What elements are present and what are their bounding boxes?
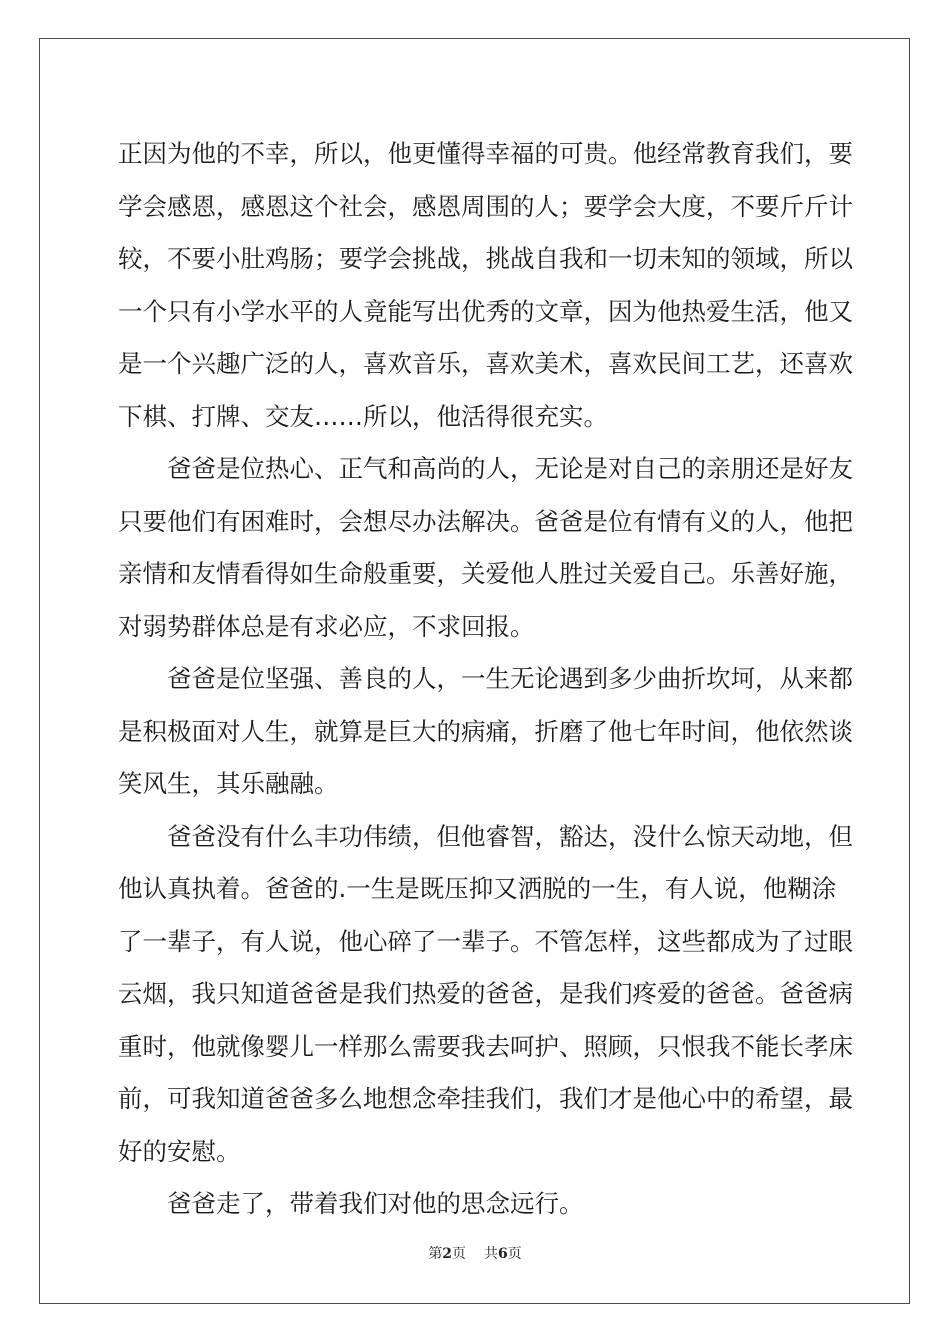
text-line: 下棋、打牌、交友……所以，他活得很充实。 [118,401,608,431]
text-line: 云烟，我只知道爸爸是我们热爱的爸爸，是我们疼爱的爸爸。爸爸病 [118,979,853,1008]
text-line: 只要他们有困难时，会想尽办法解决。爸爸是位有情有义的人，他把 [118,506,853,536]
page-prefix: 第 [428,1246,443,1262]
text-line: 是积极面对人生，就算是巨大的病痛，折磨了他七年时间，他依然谈 [118,716,853,746]
text-line: 对弱势群体总是有求必应，不求回报。 [118,611,535,641]
page-suffix: 页 [452,1246,466,1262]
text-line: 他认真执着。爸爸的.一生是既压抑又洒脱的一生，有人说，他糊涂 [118,874,837,903]
text-line: 正因为他的不幸，所以，他更懂得幸福的可贵。他经常教育我们，要 [118,139,853,168]
text-line: 爸爸没有什么丰功伟绩，但他睿智，豁达，没什么惊天动地，但 [118,821,853,851]
page-footer [0,1243,950,1263]
text-line: 笑风生，其乐融融。 [118,769,339,798]
text-line: 好的安慰。 [118,1136,241,1166]
text-line: 爸爸是位热心、正气和高尚的人，无论是对自己的亲朋还是好友 [118,454,853,483]
text-line: 重时，他就像婴儿一样那么需要我去呵护、照顾，只恨我不能长孝床 [118,1031,853,1061]
text-line: 了一辈子，有人说，他心碎了一辈子。不管怎样，这些都成为了过眼 [118,926,853,956]
text-line: 学会感恩，感恩这个社会，感恩周围的人；要学会大度，不要斤斤计 [118,191,853,221]
text-line: 是一个兴趣广泛的人，喜欢音乐，喜欢美术，喜欢民间工艺，还喜欢 [118,349,853,378]
text-line: 前，可我知道爸爸多么地想念牵挂我们，我们才是他心中的希望，最 [118,1084,853,1113]
text-line: 亲情和友情看得如生命般重要，关爱他人胜过关爱自己。乐善好施， [118,559,853,588]
text-line: 较，不要小肚鸡肠；要学会挑战，挑战自我和一切未知的领域，所以 [118,244,853,273]
total-suffix: 页 [507,1246,522,1262]
total-prefix: 共 [484,1246,498,1262]
text-line: 一个只有小学水平的人竟能写出优秀的文章，因为他热爱生活，他又 [118,296,853,326]
text-line: 爸爸是位坚强、善良的人，一生无论遇到多少曲折坎坷，从来都 [118,664,853,693]
text-line: 爸爸走了，带着我们对他的思念远行。 [118,1189,584,1218]
total-pages: 6 [498,1246,508,1262]
document-body [118,128,853,1231]
page-number: 2 [442,1246,452,1262]
